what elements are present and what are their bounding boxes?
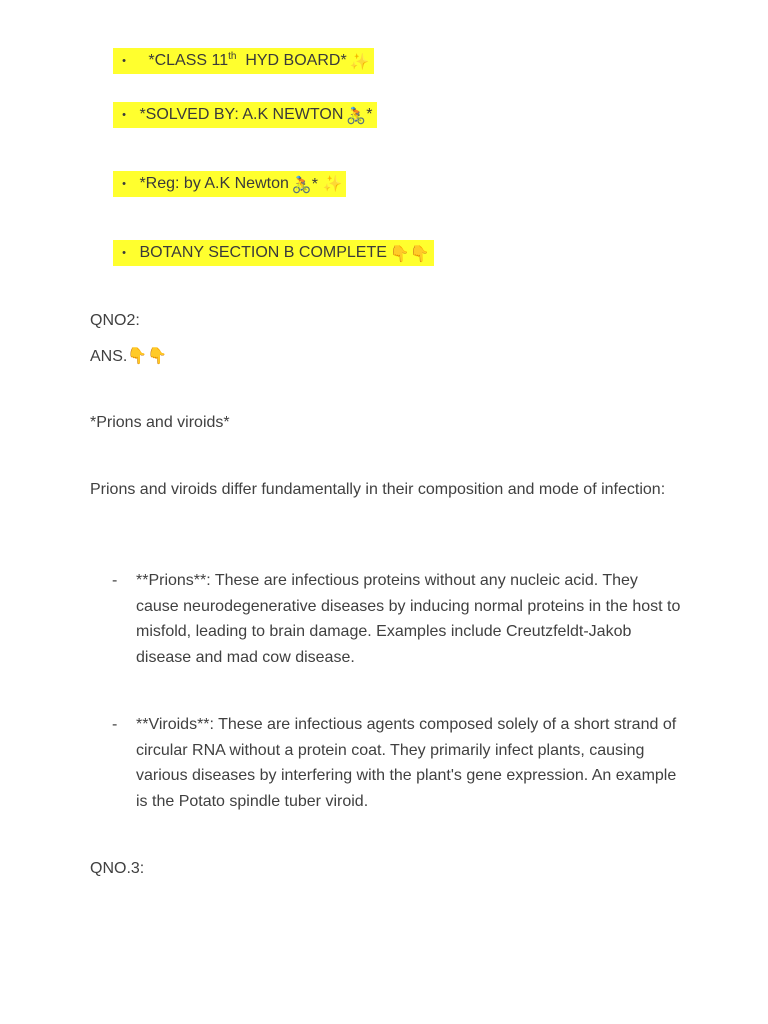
question-number-2: QNO2: bbox=[90, 312, 140, 329]
bullet-icon: • bbox=[113, 48, 135, 74]
highlight-suffix: HYD BOARD* bbox=[236, 52, 347, 69]
sparkles-icon: ✨ bbox=[349, 51, 370, 71]
pointing-down-icon: 👇👇 bbox=[127, 346, 168, 365]
highlight-prefix: *SOLVED BY: A.K NEWTON bbox=[139, 106, 344, 123]
highlight-text bbox=[135, 48, 374, 74]
pointing-down-icon: 👇👇 bbox=[389, 243, 430, 263]
list-item-viroids bbox=[112, 712, 682, 814]
bullet-icon: • bbox=[113, 171, 135, 197]
highlight-trail: * ✨ bbox=[311, 176, 343, 193]
highlight-prefix: *CLASS 11 bbox=[148, 52, 229, 69]
list-item-text: **Prions**: These are infectious proteins without any nucleic acid. They cause neurodegenerative diseases by inducing normal proteins in the host to misfold, leading to brain damage. Examples include Creutzfeldt-Jakob disease and mad cow disease. bbox=[136, 572, 681, 666]
highlight-trail: * bbox=[366, 106, 373, 123]
highlight-item-botany bbox=[113, 240, 434, 266]
intro-paragraph: Prions and viroids differ fundamentally in their composition and mode of infection: bbox=[90, 481, 666, 498]
bullet-icon: • bbox=[113, 102, 135, 128]
highlight-text bbox=[135, 240, 434, 266]
highlight-item-class bbox=[113, 48, 374, 74]
highlight-item-reg bbox=[113, 171, 346, 197]
highlight-item-solved-by bbox=[113, 102, 377, 128]
bullet-icon: • bbox=[113, 240, 135, 266]
topic-title: *Prions and viroids* bbox=[90, 414, 230, 431]
list-item-text: **Viroids**: These are infectious agents composed solely of a short strand of circular RNA without a protein coat. They primarily infect plants, causing various diseases by interfering with the plant's gene expression. An example is the Potato spindle tuber viroid. bbox=[136, 716, 677, 810]
cyclist-icon: 🚴 bbox=[346, 105, 367, 125]
list-item-prions bbox=[112, 568, 682, 670]
highlight-prefix: *Reg: by A.K Newton bbox=[139, 175, 289, 192]
highlight-prefix: BOTANY SECTION B COMPLETE bbox=[139, 244, 387, 261]
answer-text: ANS. bbox=[90, 348, 128, 365]
question-number-3: QNO.3: bbox=[90, 860, 145, 877]
dash-marker: - bbox=[112, 572, 118, 589]
highlight-text bbox=[135, 171, 346, 197]
highlight-text bbox=[135, 102, 377, 128]
answer-label bbox=[90, 343, 167, 369]
cyclist-icon: 🚴 bbox=[291, 174, 312, 194]
dash-marker: - bbox=[112, 716, 118, 733]
superscript: th bbox=[228, 50, 237, 62]
